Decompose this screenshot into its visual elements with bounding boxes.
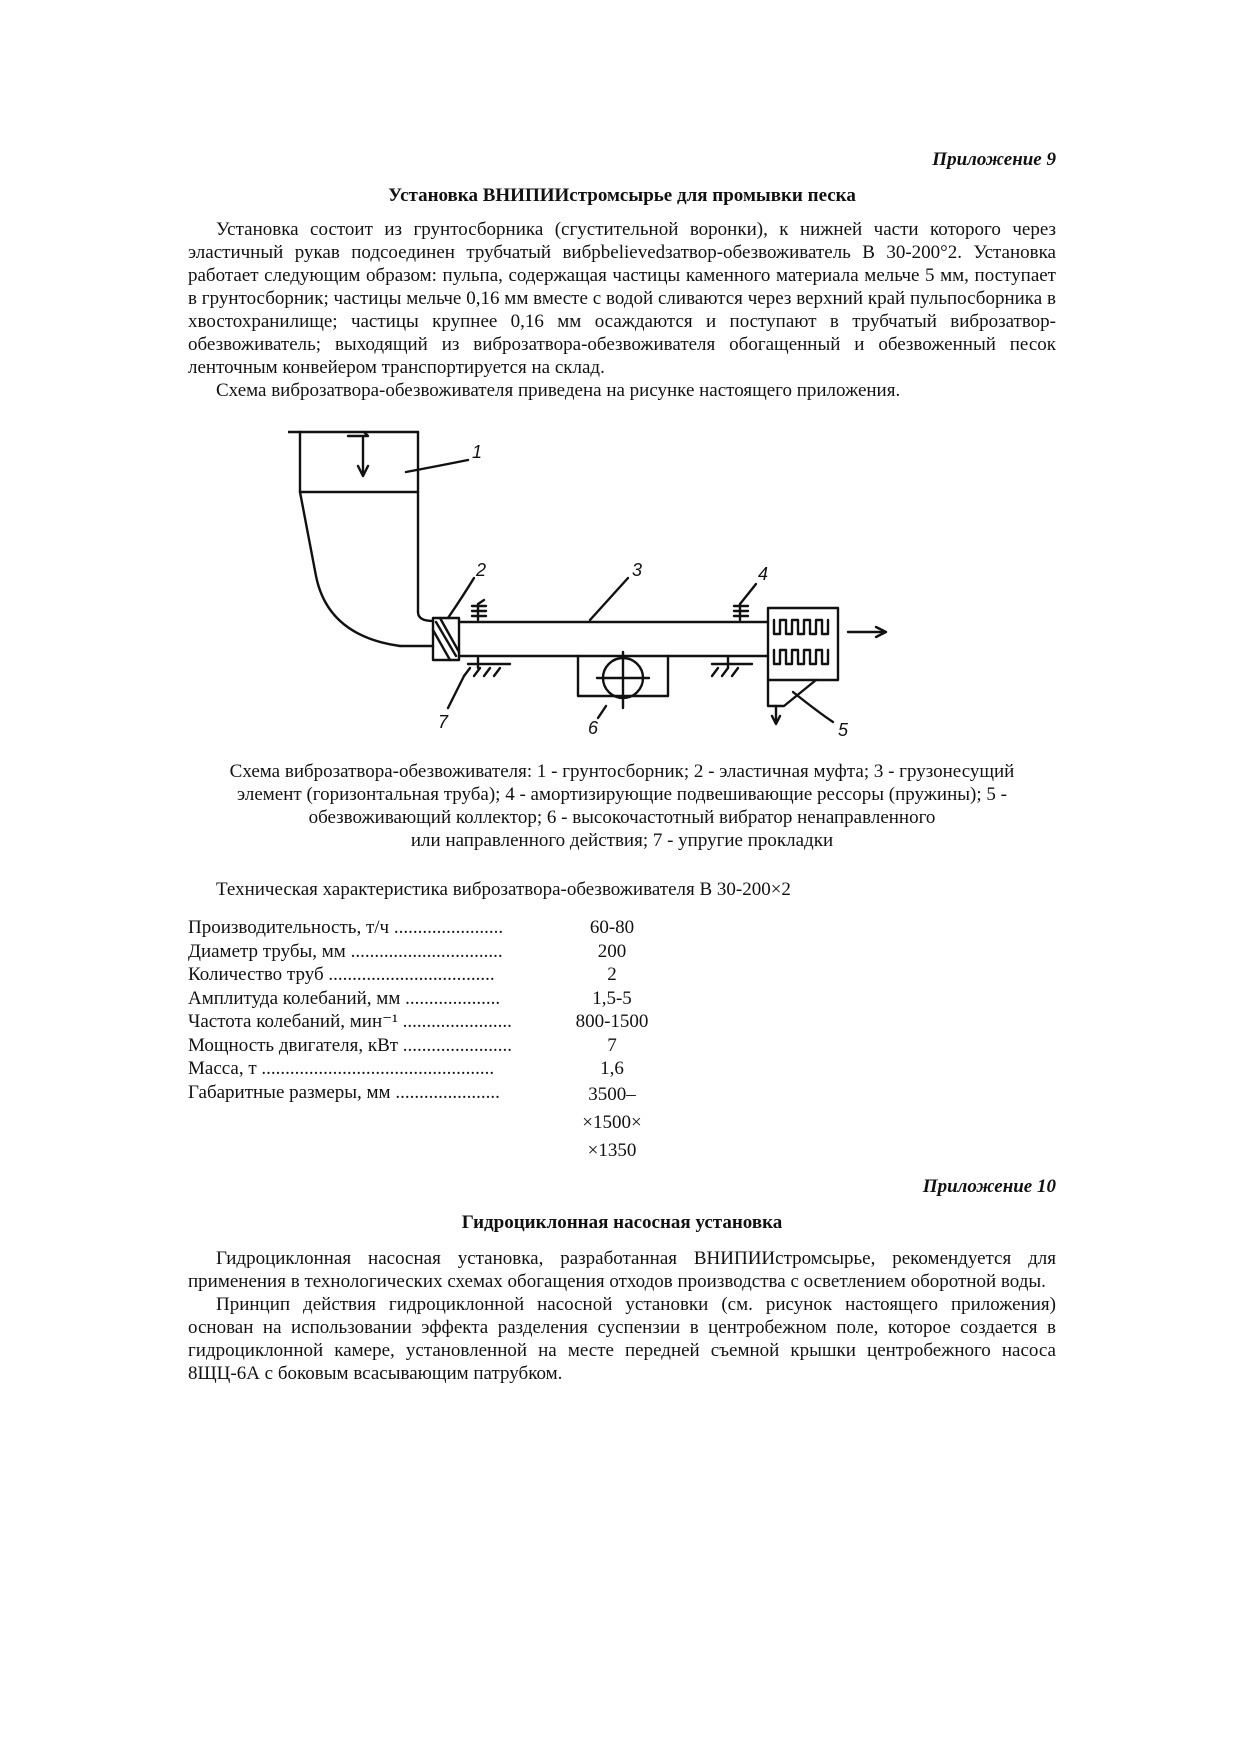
spec-row <box>188 940 1056 964</box>
appendix-10-paragraph-1: Гидроциклонная насосная установка, разработанная ВНИПИИстромсырье, рекомендуется для применения в технологических схемах обогащения отходов производства с осветлением оборотной воды. <box>188 1247 1056 1292</box>
spec-row <box>188 1057 1056 1081</box>
spec-list <box>188 916 1056 1165</box>
spec-value: 2 <box>607 964 617 985</box>
caption-line: элемент (горизонтальная труба); 4 - амортизирующие подвешивающие рессоры (пружины); 5 - <box>237 784 1007 805</box>
appendix-9-label: Приложение 9 <box>932 149 1056 170</box>
spec-row <box>188 916 1056 940</box>
appendix-10-paragraph-2: Принцип действия гидроциклонной насосной установки (см. рисунок настоящего приложения) основан на использовании эффекта разделения суспензии в центробежном поле, которое создается в гидроциклонной камере, установленной на месте передней съемной крышки центробежного насоса 8ЩЦ-6А с боковым всасывающим патрубком. <box>188 1293 1056 1384</box>
diagram-label-3: 3 <box>632 560 643 580</box>
spec-row <box>188 1034 1056 1058</box>
spec-value <box>552 1081 672 1165</box>
caption-line: или направленного действия; 7 - упругие прокладки <box>410 830 834 851</box>
spec-value: 60-80 <box>589 917 635 938</box>
figure-caption <box>188 760 1056 852</box>
document-page <box>188 148 1056 1385</box>
spec-value: 1,5-5 <box>592 987 632 1009</box>
caption-line: обезвоживающий коллектор; 6 - высокочастотный вибратор ненаправленного <box>308 807 936 828</box>
diagram-label-7: 7 <box>438 712 449 732</box>
spec-label: Производительность, т/ч ....................... <box>188 917 504 938</box>
spec-label: Масса, т ................................................. <box>188 1058 495 1079</box>
spec-value: 800-1500 <box>575 1011 649 1032</box>
spec-value: 1,6 <box>600 1058 624 1079</box>
spec-row <box>188 1010 1056 1034</box>
spec-label: Мощность двигателя, кВт ....................... <box>188 1034 513 1056</box>
caption-line: Схема виброзатвора-обезвоживателя: 1 - грунтосборник; 2 - эластичная муфта; 3 - грузонесущий <box>229 761 1015 782</box>
diagram-label-4: 4 <box>758 564 769 584</box>
spec-row <box>188 963 1056 987</box>
appendix-9-title: Установка ВНИПИИстромсырье для промывки песка <box>388 185 856 206</box>
spec-value-line: 3500– <box>588 1083 636 1105</box>
appendix-9-paragraph-1: Установка состоит из грунтосборника (сгустительной воронки), к нижней части которого через эластичный рукав подсоединен трубчатый вибрbelievedзатвор-обезвоживатель В 30-200°2. Установка работает следующим образом: пульпа, содержащая частицы каменного материала мельче 5 мм, поступает в грунтосборник; частицы мельче 0,16 мм вместе с водой сливаются через верхний край пульпосборника в хвостохранилище; частицы крупнее 0,16 мм осаждаются и поступают в трубчатый виброзатвор-обезвоживатель; выходящий из виброзатвора-обезвоживателя обогащенный и обезвоженный песок ленточным конвейером транспортируется на склад. <box>188 219 1056 378</box>
spec-value-line: ×1350 <box>587 1139 637 1161</box>
spec-value-line: ×1500× <box>582 1111 642 1133</box>
spec-label: Количество труб ................................... <box>188 964 495 985</box>
diagram-label-6: 6 <box>588 718 599 738</box>
diagram-label-5: 5 <box>838 720 849 740</box>
diagram-label-2: 2 <box>476 560 487 580</box>
diagram-label-1: 1 <box>472 442 483 462</box>
appendix-10-title: Гидроциклонная насосная установка <box>461 1211 783 1233</box>
spec-label: Частота колебаний, мин⁻¹ ....................... <box>188 1011 512 1032</box>
diagram-drawing <box>288 416 908 746</box>
appendix-9-paragraph-2: Схема виброзатвора-обезвоживателя приведена на рисунке настоящего приложения. <box>216 380 901 401</box>
spec-row <box>188 987 1056 1011</box>
appendix-10-label: Приложение 10 <box>922 1175 1056 1197</box>
spec-row <box>188 1081 1056 1165</box>
spec-label: Амплитуда колебаний, мм .................... <box>188 987 501 1009</box>
spec-value: 7 <box>607 1034 617 1056</box>
spec-label: Габаритные размеры, мм ...................... <box>188 1081 500 1103</box>
spec-label: Диаметр трубы, мм ................................ <box>188 940 503 962</box>
spec-title: Техническая характеристика виброзатвора-обезвоживателя В 30-200×2 <box>216 879 791 900</box>
vibro-dewaterer-diagram <box>188 416 1056 746</box>
spec-value: 200 <box>597 940 627 962</box>
